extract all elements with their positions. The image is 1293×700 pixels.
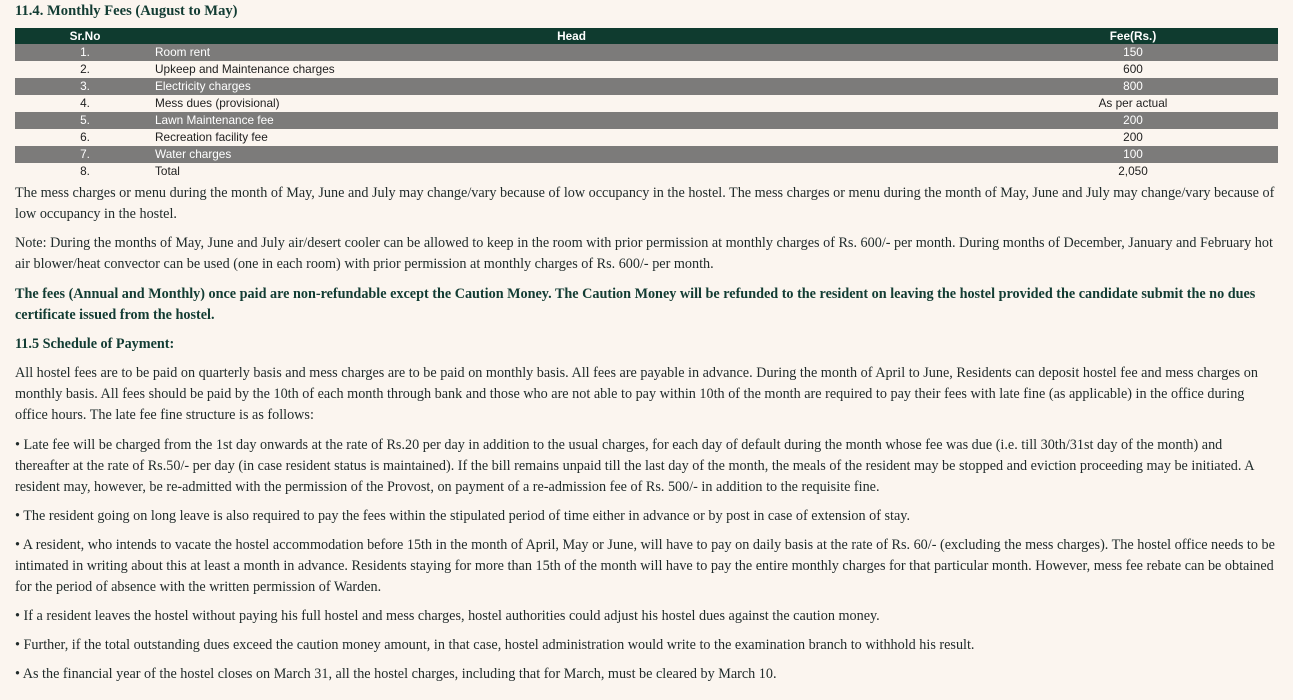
cell-srno: 4.: [15, 95, 155, 112]
bullet-late-fee: • Late fee will be charged from the 1st day onwards at the rate of Rs.20 per day in addition to the usual charges, for each day of default during the month whose fee was due (i.e. till 30th/31st day of the month) and thereafter at the rate of Rs.50/- per day (in case resident status is maintained). If the bill remains unpaid till the last day of the month, the meals of the resident may be stopped and eviction proceeding may be initiated. A resident may, however, be re-admitted with the permission of the Provost, on payment of a re-admission fee of Rs. 500/- in addition to the requisite fine.: [15, 437, 1254, 495]
cell-srno: 8.: [15, 163, 155, 180]
cell-fee: As per actual: [988, 95, 1278, 112]
bullet-financial-year: • As the financial year of the hostel closes on March 31, all the hostel charges, including that for March, must be cleared by March 10.: [15, 666, 777, 682]
column-header-fee: Fee(Rs.): [988, 28, 1278, 44]
cell-head: Total: [155, 163, 988, 180]
cell-srno: 2.: [15, 61, 155, 78]
bullet-unpaid-leave: • If a resident leaves the hostel without paying his full hostel and mess charges, hostel authorities could adjust his hostel dues against the caution money.: [15, 608, 880, 624]
table-row: [15, 129, 1278, 146]
mess-charges-note: The mess charges or menu during the month of May, June and July may change/vary because of low occupancy in the hostel. The mess charges or menu during the month of May, June and July may change/vary because of low occupancy in the hostel.: [15, 185, 1275, 222]
bullet-long-leave: • The resident going on long leave is also required to pay the fees within the stipulated period of time either in advance or by post in case of extension of stay.: [15, 508, 910, 524]
cell-head: Lawn Maintenance fee: [155, 112, 988, 129]
cell-fee: 200: [988, 129, 1278, 146]
cell-srno: 3.: [15, 78, 155, 95]
column-header-head: Head: [155, 28, 988, 44]
cell-fee: 200: [988, 112, 1278, 129]
cell-head: Electricity charges: [155, 78, 988, 95]
cell-fee: 100: [988, 146, 1278, 163]
table-row: [15, 61, 1278, 78]
cell-head: Recreation facility fee: [155, 129, 988, 146]
cell-srno: 6.: [15, 129, 155, 146]
cell-srno: 1.: [15, 44, 155, 61]
cell-srno: 5.: [15, 112, 155, 129]
schedule-intro: All hostel fees are to be paid on quarterly basis and mess charges are to be paid on monthly basis. All fees are payable in advance. During the month of April to June, Residents can deposit hostel fee and mess charges on monthly basis. All fees should be paid by the 10th of each month through bank and those who are not able to pay within 10th of the month are required to pay their fees with late fine (as applicable) in the office during office hours. The late fee fine structure is as follows:: [15, 365, 1258, 423]
table-header-row: [15, 28, 1278, 44]
bullet-vacate: • A resident, who intends to vacate the hostel accommodation before 15th in the month of April, May or June, will have to pay on daily basis at the rate of Rs. 60/- (excluding the mess charges). The hostel office needs to be intimated in writing about this at least a month in advance. Residents staying for more than 15th of the month will have to pay the entire monthly charges for that particular month. However, mess fee rebate can be obtained for the period of absence with the written permission of Warden.: [15, 537, 1275, 595]
section-title-schedule: 11.5 Schedule of Payment:: [15, 336, 175, 352]
column-header-srno: Sr.No: [15, 28, 155, 44]
cell-fee: 800: [988, 78, 1278, 95]
cell-head: Mess dues (provisional): [155, 95, 988, 112]
section-title-monthly-fees: 11.4. Monthly Fees (August to May): [15, 3, 238, 19]
table-row: [15, 95, 1278, 112]
cell-fee: 2,050: [988, 163, 1278, 180]
cell-fee: 600: [988, 61, 1278, 78]
cell-srno: 7.: [15, 146, 155, 163]
cell-head: Room rent: [155, 44, 988, 61]
cell-head: Water charges: [155, 146, 988, 163]
monthly-fees-table: [15, 28, 1278, 180]
refund-note: The fees (Annual and Monthly) once paid are non-refundable except the Caution Money. The Caution Money will be refunded to the resident on leaving the hostel provided the candidate submit the no dues certificate issued from the hostel.: [15, 286, 1256, 323]
cooler-note: Note: During the months of May, June and July air/desert cooler can be allowed to keep in the room with prior permission at monthly charges of Rs. 600/- per month. During months of December, January and February hot air blower/heat convector can be used (one in each room) with prior permission at monthly charges of Rs. 600/- per month.: [15, 235, 1273, 272]
cell-fee: 150: [988, 44, 1278, 61]
bullet-outstanding-dues: • Further, if the total outstanding dues exceed the caution money amount, in that case, hostel administration would write to the examination branch to withhold his result.: [15, 637, 975, 653]
table-row: [15, 78, 1278, 95]
cell-head: Upkeep and Maintenance charges: [155, 61, 988, 78]
document-content: [15, 0, 1278, 682]
table-row: [15, 112, 1278, 129]
table-row: [15, 146, 1278, 163]
table-row-total: [15, 163, 1278, 180]
table-row: [15, 44, 1278, 61]
